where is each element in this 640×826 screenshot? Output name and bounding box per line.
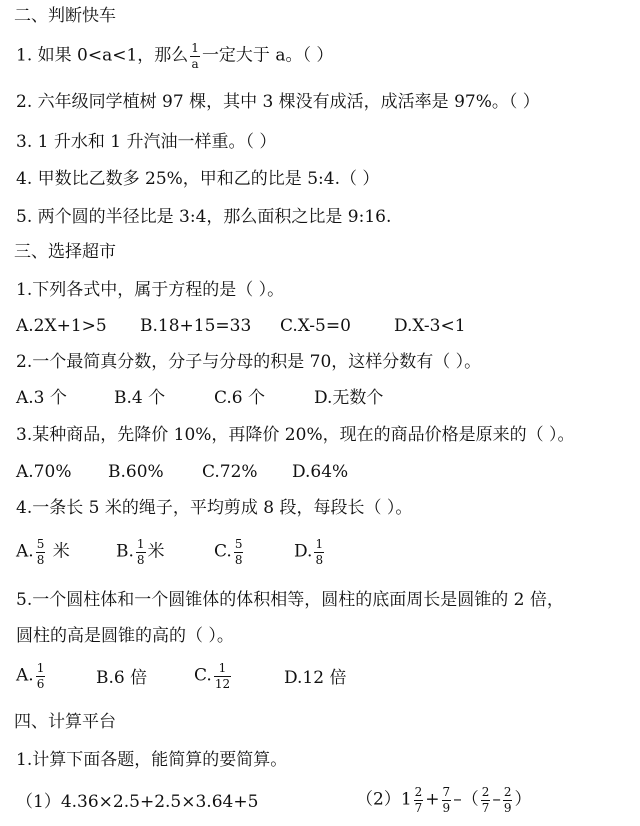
section-title-calculation: 四、计算平台	[14, 712, 116, 732]
section-title-choice: 三、选择超市	[14, 242, 116, 262]
judge-q1-text-a: 1. 如果 0<a<1，那么	[16, 45, 189, 66]
option-prefix: C.	[194, 665, 212, 686]
fraction-seven-ninths	[442, 786, 452, 814]
fraction-numerator: 2	[481, 785, 490, 799]
fraction-numerator: 2	[414, 785, 423, 799]
fraction-numerator: 1	[136, 537, 145, 551]
choice-question-5-line1: 5.一个圆柱体和一个圆锥体的体积相等，圆柱的底面周长是圆锥的 2 倍，	[16, 590, 564, 610]
fraction-one-eighth	[314, 538, 324, 566]
option-d: D.64%	[292, 462, 349, 482]
option-b: B.6 倍	[96, 668, 148, 688]
fraction-two-ninths	[503, 786, 513, 814]
option-a	[16, 538, 70, 566]
fraction-denominator: 7	[481, 800, 490, 815]
minus-sign: –	[492, 789, 501, 810]
judge-question-4: 4. 甲数比乙数多 25%，甲和乙的比是 5:4.（ ）	[16, 169, 380, 189]
fraction-numerator: 5	[36, 537, 45, 551]
mixed-number-whole: 1	[400, 789, 412, 810]
option-a	[16, 662, 47, 690]
choice-question-5-line2: 圆柱的高是圆锥的高的（ ）。	[16, 626, 234, 646]
fraction-numerator: 1	[36, 661, 45, 675]
option-d: D.无数个	[314, 388, 384, 408]
fraction-two-sevenths	[414, 786, 424, 814]
option-unit: 米	[147, 541, 165, 562]
fraction-one-twelfth	[214, 662, 231, 690]
close-paren: ）	[514, 789, 532, 810]
fraction-numerator: 7	[442, 785, 451, 799]
fraction-one-sixth	[36, 662, 46, 690]
fraction-numerator: 2	[503, 785, 512, 799]
option-prefix: B.	[116, 541, 134, 562]
fraction-one-over-a	[190, 42, 200, 70]
fraction-two-sevenths	[481, 786, 491, 814]
minus-open-paren: –（	[453, 789, 479, 810]
fraction-numerator: 1	[214, 662, 231, 677]
fraction-numerator: 1	[191, 41, 199, 55]
option-c: C.X-5=0	[280, 316, 351, 336]
option-a: A.2X+1>5	[16, 316, 107, 336]
option-prefix: D.	[294, 541, 313, 562]
calc-problem-1: （1）4.36×2.5+2.5×3.64+5	[16, 792, 259, 812]
fraction-denominator: 8	[136, 552, 145, 567]
option-b: B.4 个	[114, 388, 166, 408]
judge-question-3: 3. 1 升水和 1 升汽油一样重。（ ）	[16, 132, 277, 152]
option-c	[194, 662, 233, 690]
option-b: B.18+15=33	[140, 316, 252, 336]
judge-question-1	[16, 42, 333, 70]
fraction-five-eighths	[234, 538, 244, 566]
option-a: A.70%	[16, 462, 72, 482]
problem-label: （2）	[356, 789, 401, 810]
section-title-judgement: 二、判断快车	[14, 6, 116, 26]
fraction-denominator: 8	[234, 552, 243, 567]
option-prefix: A.	[16, 541, 34, 562]
fraction-denominator: 9	[503, 800, 512, 815]
option-d: D.12 倍	[284, 668, 347, 688]
calc-question-1: 1.计算下面各题，能简算的要简算。	[16, 750, 288, 770]
judge-question-2: 2. 六年级同学植树 97 棵，其中 3 棵没有成活，成活率是 97%。（ ）	[16, 92, 540, 112]
fraction-one-eighth	[136, 538, 146, 566]
fraction-denominator: 6	[36, 676, 45, 691]
choice-question-3: 3.某种商品，先降价 10%，再降价 20%，现在的商品价格是原来的（ ）。	[16, 425, 575, 445]
option-b	[116, 538, 165, 566]
fraction-numerator: 1	[315, 537, 324, 551]
fraction-denominator: a	[191, 56, 199, 71]
option-c	[214, 538, 245, 566]
fraction-five-eighths	[36, 538, 46, 566]
fraction-numerator: 5	[234, 537, 243, 551]
calc-problem-2	[356, 786, 531, 814]
option-prefix: C.	[214, 541, 232, 562]
fraction-denominator: 9	[442, 800, 451, 815]
judge-q1-text-b: 一定大于 a。（ ）	[201, 45, 334, 66]
option-b: B.60%	[108, 462, 164, 482]
fraction-denominator: 8	[315, 552, 324, 567]
option-c: C.6 个	[214, 388, 266, 408]
fraction-denominator: 7	[414, 800, 423, 815]
option-c: C.72%	[202, 462, 258, 482]
choice-question-4: 4.一条长 5 米的绳子，平均剪成 8 段，每段长（ ）。	[16, 498, 413, 518]
plus-sign: +	[425, 789, 440, 810]
option-a: A.3 个	[16, 388, 67, 408]
option-unit: 米	[47, 541, 70, 562]
option-d: D.X-3<1	[394, 316, 466, 336]
fraction-denominator: 8	[36, 552, 45, 567]
judge-question-5: 5. 两个圆的半径比是 3:4，那么面积之比是 9:16.	[16, 207, 392, 227]
option-prefix: A.	[16, 665, 34, 686]
choice-question-2: 2.一个最简真分数，分子与分母的积是 70，这样分数有（ ）。	[16, 352, 482, 372]
fraction-denominator: 12	[214, 676, 231, 691]
choice-question-1: 1.下列各式中，属于方程的是（ ）。	[16, 280, 285, 300]
option-d	[294, 538, 326, 566]
